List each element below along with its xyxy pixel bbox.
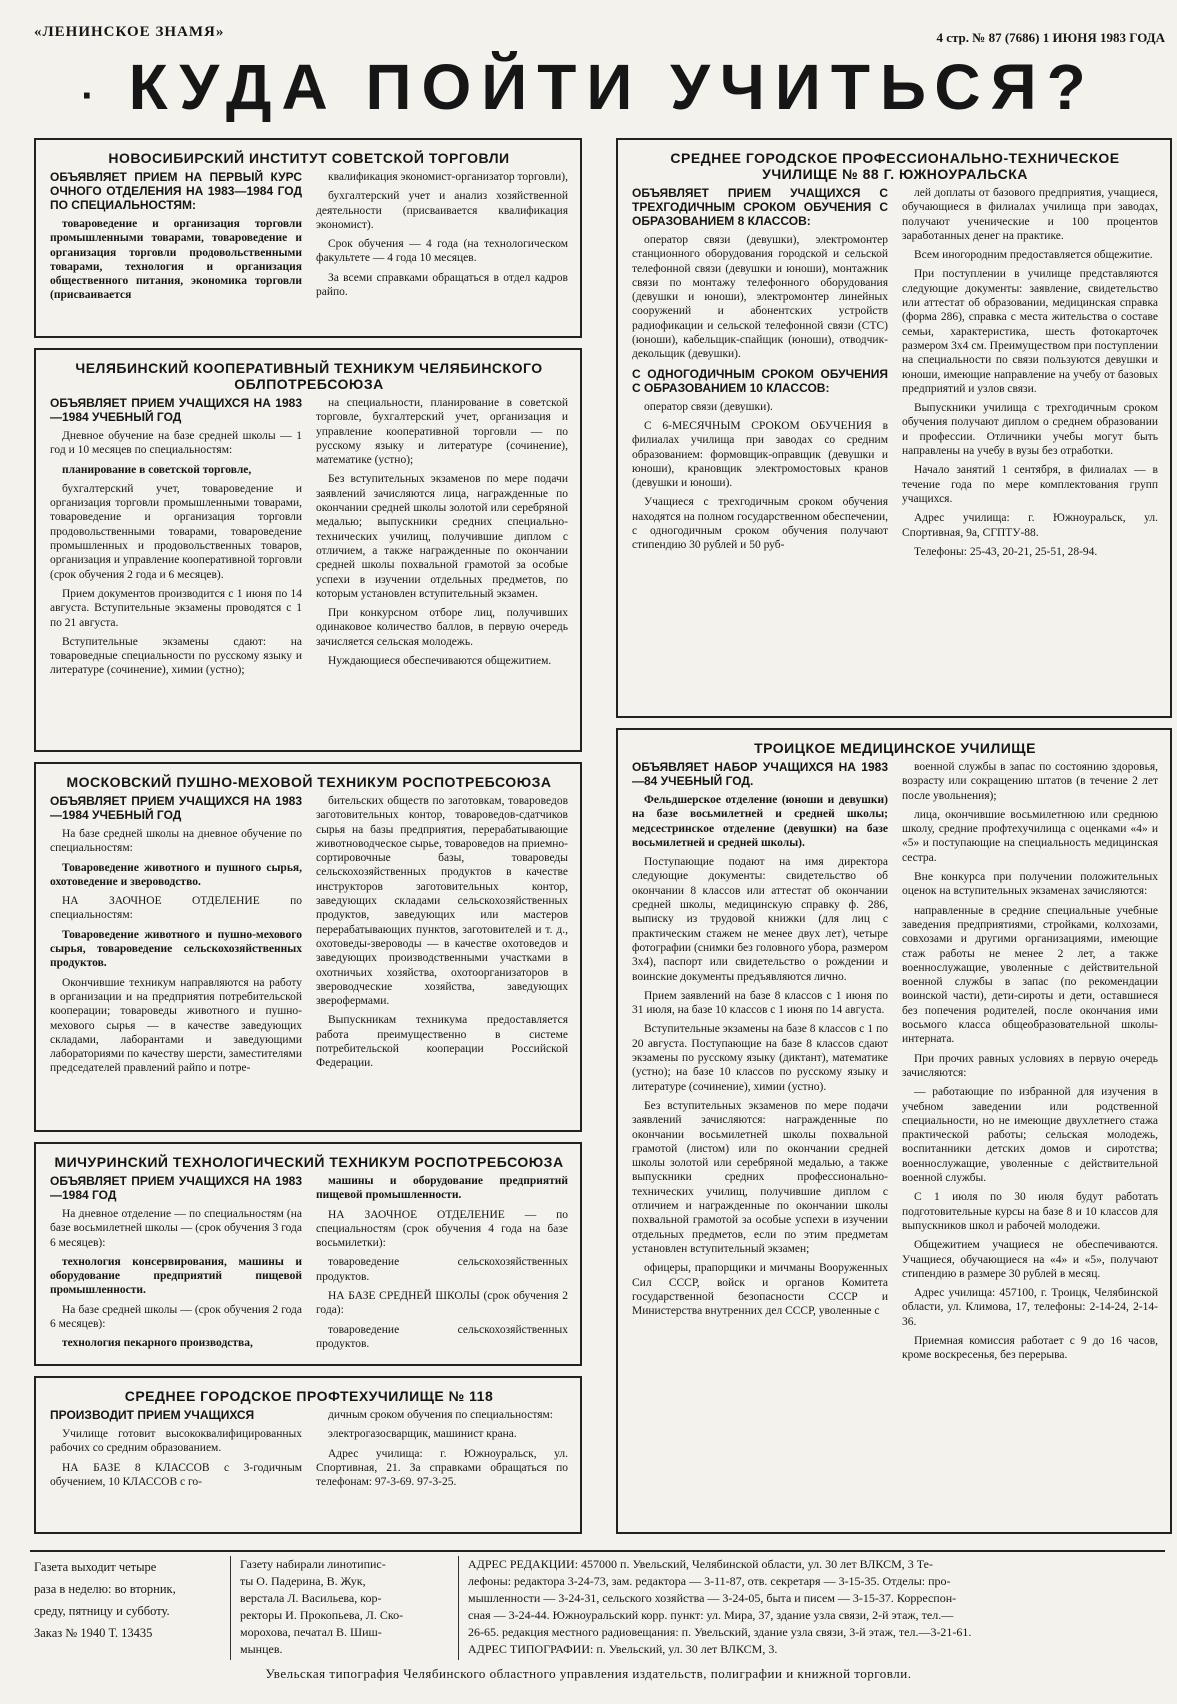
article-paragraph: НА ЗАОЧНОЕ ОТДЕЛЕНИЕ по специальностям: (50, 895, 302, 922)
article-paragraph: Учащиеся с трехгодичным сроком обучения находятся на полном государственном обеспечении, с одногодичным сроком обучения получают стипендию 30 рублей и 50 руб- (632, 496, 888, 552)
article-column (316, 794, 568, 1081)
article-column (50, 396, 302, 683)
article-paragraph: технология консервирования, машины и оборудование предприятий пищевой промышленности. (50, 1255, 302, 1297)
footer-separator (458, 1556, 459, 1660)
article-title: ЧЕЛЯБИНСКИЙ КООПЕРАТИВНЫЙ ТЕХНИКУМ ЧЕЛЯБИНСКОГО ОБЛПОТРЕБСОЮЗА (75, 360, 543, 392)
article-paragraph: Прием заявлений на базе 8 классов с 1 июня по 31 июля, на базе 10 классов с 1 июня по 14 августа. (632, 989, 888, 1017)
article-paragraph: Приемная комиссия работает с 9 до 16 часов, кроме воскресенья, без перерыва. (902, 1334, 1158, 1362)
article-paragraph: оператор связи (девушки). (644, 400, 773, 413)
article-paragraph: НА БАЗЕ СРЕДНЕЙ ШКОЛЫ (срок обучения 2 года): (316, 1290, 568, 1317)
article-paragraph: лей доплаты от базового предприятия, учащиеся, обучающиеся в филиалах училища при заводах, получают ученические и 100 процентов заработанных денег на практике. (902, 187, 1158, 242)
article-lead: ОБЪЯВЛЯЕТ ПРИЕМ НА ПЕРВЫЙ КУРС ОЧНОГО ОТДЕЛЕНИЯ НА 1983—1984 ГОД ПО СПЕЦИАЛЬНОСТЯМ: (50, 170, 302, 212)
article-title: НОВОСИБИРСКИЙ ИНСТИТУТ СОВЕТСКОЙ ТОРГОВЛИ (108, 150, 510, 166)
article-paragraph: товароведение сельскохозяйственных продуктов. (316, 1323, 568, 1350)
article-lead: ОБЪЯВЛЯЕТ НАБОР УЧАЩИХСЯ НА 1983—84 УЧЕБНЫЙ ГОД. (632, 760, 888, 788)
article-lead: ОБЪЯВЛЯЕТ ПРИЕМ УЧАЩИХСЯ НА 1983—1984 ГОД (50, 1174, 302, 1202)
page-headline (0, 52, 1177, 131)
footer-address (468, 1556, 1168, 1658)
article-paragraph: При поступлении в училище представляются следующие документы: заявление, свидетельство или аттестат об образовании, медицинская справка (форма 286), справка с места жительства о составе семьи, характеристика, шесть фотокарточек размером 3х4 см. Преимуществом при поступлении на специальности по связи пользуются девушки и юноши, имеющие направление на учебу от базовых предприятий и узлов связи. (902, 268, 1158, 395)
article-paragraph: дичным сроком обучения по специальностям: (328, 1409, 553, 1421)
footer-line: АДРЕС ТИПОГРАФИИ: п. Увельский, ул. 30 лет ВЛКСМ, 3. (468, 1642, 778, 1656)
footer-line: Газету набирали линотипис- (240, 1557, 386, 1571)
footer-line: раза в неделю: во вторник, (34, 1582, 176, 1596)
article-lead: ОБЪЯВЛЯЕТ ПРИЕМ УЧАЩИХСЯ С ТРЕХГОДИЧНЫМ СРОКОМ ОБУЧЕНИЯ С ОБРАЗОВАНИЕМ 8 КЛАССОВ: (632, 186, 888, 228)
printing-house-imprint: Увельская типография Челябинского областного управления издательств, полиграфии и книжной торговли. (265, 1666, 912, 1681)
article-chelyabinsk (34, 348, 582, 752)
article-paragraph: Всем иногородним предоставляется общежитие. (914, 249, 1153, 262)
newspaper-name: «ЛЕНИНСКОЕ ЗНАМЯ» (34, 24, 225, 40)
article-paragraph: Общежитием учащиеся не обеспечиваются. Учащиеся, обучающиеся на «4» и «5», получают стипендию в размере 30 рублей в месяц. (902, 1239, 1158, 1280)
article-paragraph: Выпускникам техникума предоставляется работа преимущественно в системе потребительской кооперации Российской Федерации. (316, 1014, 568, 1070)
article-paragraph: На базе средней школы — (срок обучения 2 года 6 месяцев): (50, 1303, 302, 1331)
article-column (50, 1174, 302, 1356)
article-paragraph: технология пекарного производства, (62, 1337, 253, 1350)
footer-divider (30, 1550, 1165, 1552)
headline-text: КУДА ПОЙТИ УЧИТЬСЯ? (128, 51, 1096, 123)
footer-line: АДРЕС РЕДАКЦИИ: 457000 п. Увельский, Челябинской области, ул. 30 лет ВЛКСМ, 3 Те- (468, 1557, 933, 1571)
article-column (316, 1408, 568, 1494)
article-paragraph: товароведение и организация торговли промышленными товарами, товароведение и организация торговли продовольственными товарами, технология и организация общественного питания, экономика торговли (присваивается (50, 218, 302, 302)
article-paragraph: Без вступительных экзаменов по мере подачи заявлений зачисляются лица, награжденные по окончании средней школы золотой или серебряной медалью; выпускники средних специально-технических училищ, получившие диплом с отличием, а также награжденные по окончании средней школы похвальной грамотой за особые успехи в изучении отдельных предметов, по которым установлен вступительный экзамен. (316, 473, 568, 600)
article-column (632, 760, 888, 1368)
article-paragraph: Фельдшерское отделение (юноши и девушки) на базе восьмилетней и средней школы; медсестринское отделение (девушки) на базе восьмилетней и средней школы). (632, 794, 888, 849)
article-paragraph: Окончившие техникум направляются на работу в организации и на предприятия потребительской кооперации; товароведы животного и пушно-мехового сырья — в качестве заведующих складами, лаборантами и заведующими лабораториями по качеству шерсти, заместителями председателей правлений райпо и потре- (50, 976, 302, 1075)
article-paragraph: бухгалтерский учет и анализ хозяйственной деятельности (присваивается квалификация экономист). (316, 190, 568, 231)
article-column (902, 760, 1158, 1368)
article-paragraph: Адрес училища: г. Южноуральск, ул. Спортивная, 21. За справками обращаться по телефонам: 97-3-69. 97-3-25. (316, 1447, 568, 1489)
article-paragraph: Телефоны: 25-43, 20-21, 25-51, 28-94. (914, 545, 1098, 558)
article-paragraph: Без вступительных экзаменов по мере подачи заявлений зачисляются: награжденные по окончании восьмилетней школы похвальной грамотой (листом) или по окончании средней школы золотой или серебряной медалью, а также выпускники средних профессионально-технических училищ, получившие диплом с отличием и награжденные по окончании школы похвальной грамотой за особые успехи в изучении отдельных предметов, если по этим предметам установлен вступительный экзамен; (632, 1099, 888, 1255)
footer-line: сная — 3-24-44. Южноуральский корр. пункт: ул. Мира, 37, здание узла связи, 2-й этаж, тел.— (468, 1608, 954, 1622)
article-paragraph: Училище готовит высококвалифицированных рабочих со средним образованием. (50, 1428, 302, 1455)
article-paragraph: оператор связи (девушки), электромонтер станционного оборудования городской и сельской телефонной связи (девушки и юноши), монтажник связи по монтажу телефонного оборудования (девушки и юноши), электромонтер линейных сооружений и абонентских устройств радиофикации и сельской телефонной связи (СТС) (юноши), кабельщик-спайщик (юноши), отводчик-декольщик (девушки). (632, 234, 888, 361)
issue-info: 4 стр. № 87 (7686) 1 ИЮНЯ 1983 ГОДА (936, 30, 1165, 45)
article-paragraph: НА БАЗЕ 8 КЛАССОВ с 3-годичным обучением, 10 КЛАССОВ с го- (50, 1461, 302, 1488)
footer-line: верстала Л. Васильева, кор- (240, 1591, 382, 1605)
article-paragraph: Товароведение животного и пушного сырья, охотоведение и звероводство. (50, 861, 302, 888)
article-paragraph: Вне конкурса при получении положительных оценок на вступительных экзаменах зачисляются: (902, 871, 1158, 898)
article-novosibirsk (34, 138, 582, 338)
footer-separator (230, 1556, 231, 1660)
footer-line: Газета выходит четыре (34, 1560, 157, 1574)
article-paragraph: С 6-МЕСЯЧНЫМ СРОКОМ ОБУЧЕНИЯ в филиалах училища при заводах со средним образованием: формовщик-оправщик (девушки и юноши), крановщик электромостовых кранов (девушки и юноши). (632, 419, 888, 490)
article-paragraph: За всеми справками обращаться в отдел кадров райпо. (316, 271, 568, 299)
footer-typesetters (240, 1556, 450, 1658)
article-column (316, 170, 568, 308)
article-paragraph: Выпускники училища с трехгодичным сроком обучения получают диплом о среднем образовании и профессии. Отличники учебы могут быть направлены на учебу в вузы без отработки. (902, 402, 1158, 458)
article-paragraph: машины и оборудование предприятий пищевой промышленности. (316, 1175, 568, 1202)
article-lead: ОБЪЯВЛЯЕТ ПРИЕМ УЧАЩИХСЯ НА 1983—1984 УЧЕБНЫЙ ГОД (50, 794, 302, 822)
article-title: МОСКОВСКИЙ ПУШНО-МЕХОВОЙ ТЕХНИКУМ РОСПОТРЕБСОЮЗА (66, 774, 552, 790)
article-paragraph: При конкурсном отборе лиц, получивших одинаковое количество баллов, в первую очередь зачисляется сельская молодежь. (316, 607, 568, 648)
footer-line: мынцев. (240, 1642, 283, 1656)
article-paragraph: планирование в советской торговле, (62, 463, 252, 476)
article-paragraph: Нуждающиеся обеспечиваются общежитием. (328, 655, 552, 668)
article-paragraph: товароведение сельскохозяйственных продуктов. (316, 1256, 568, 1283)
article-paragraph: лица, окончившие восьмилетнюю или среднюю школу, средние профтехучилища с оценками «4» и «5» и поступающие на специальность медицинская сестра. (902, 808, 1158, 864)
article-paragraph: НА ЗАОЧНОЕ ОТДЕЛЕНИЕ — по специальностям (срок обучения 4 года на базе восьмилетки): (316, 1208, 568, 1250)
article-pu88 (616, 138, 1172, 718)
article-lead: ПРОИЗВОДИТ ПРИЕМ УЧАЩИХСЯ (50, 1408, 255, 1422)
article-paragraph: электрогазосварщик, машинист крана. (328, 1428, 517, 1441)
footer-line: среду, пятницу и субботу. (34, 1604, 170, 1618)
article-paragraph: Поступающие подают на имя директора следующие документы: свидетельство об окончании 8 классов или аттестат об окончании средней школы, медицинскую справку ф. 286, выписку из трудовой книжки (для лиц с практическим стажем не менее двух лет), четыре фотографии (снимки без головного убора, размером 3х4), паспорт или свидетельство о рождении и воинские документы предъявляются лично. (632, 856, 888, 983)
article-paragraph: Адрес училища: 457100, г. Троицк, Челябинской области, ул. Климова, 17, телефоны: 2-14-24, 2-14-36. (902, 1287, 1158, 1328)
article-title: СРЕДНЕЕ ГОРОДСКОЕ ПРОФЕССИОНАЛЬНО-ТЕХНИЧЕСКОЕ УЧИЛИЩЕ № 88 Г. ЮЖНОУРАЛЬСКА (670, 150, 1120, 182)
article-paragraph: Дневное обучение на базе средней школы — 1 год и 10 месяцев по специальностям: (50, 430, 302, 457)
footer-line: 26-65. редакция местного радиовещания: п. Увельский, здание узла связи, 3-й этаж, тел.—3-21-61. (468, 1625, 972, 1639)
article-title: СРЕДНЕЕ ГОРОДСКОЕ ПРОФТЕХУЧИЛИЩЕ № 118 (124, 1388, 494, 1404)
article-paragraph: Вступительные экзамены на базе 8 классов с 1 по 20 августа. Поступающие на базе 8 классов сдают экзамены по русскому языку (диктант), математике (устно); на базе 10 классов по русскому языку и литературе (сочинение), химии (устно). (632, 1023, 888, 1093)
bullet-mark: · (81, 74, 105, 118)
article-paragraph: Начало занятий 1 сентября, в филиалах — в течение года по мере комплектования групп учащихся. (902, 464, 1158, 505)
footer-line: морохова, печатал В. Шиш- (240, 1625, 382, 1639)
article-paragraph: Вступительные экзамены сдают: на товароведные специальности по русскому языку и литературе (сочинение), химии (устно); (50, 635, 302, 677)
article-title: ТРОИЦКОЕ МЕДИЦИНСКОЕ УЧИЛИЩЕ (754, 740, 1036, 756)
article-column (632, 186, 888, 564)
article-pu118 (34, 1376, 582, 1534)
article-paragraph: квалификация экономист-организатор торговли), (328, 171, 568, 183)
article-paragraph: Товароведение животного и пушно-мехового сырья, товароведение сельскохозяйственных продуктов. (50, 928, 302, 970)
article-column (902, 186, 1158, 564)
article-column (316, 396, 568, 683)
article-lead: ОБЪЯВЛЯЕТ ПРИЕМ УЧАЩИХСЯ НА 1983—1984 УЧЕБНЫЙ ГОД (50, 396, 302, 424)
article-paragraph: С 1 июля по 30 июля будут работать подготовительные курсы на базе 8 и 10 классов для выпускников школ и рабочей молодежи. (902, 1191, 1158, 1232)
footer-schedule (34, 1556, 224, 1644)
footer-line: лефоны: редактора 3-24-73, зам. редактора — 3-11-87, отв. секретаря — 3-15-35. Отделы: про- (468, 1574, 951, 1588)
article-paragraph: бухгалтерский учет, товароведение и организация торговли промышленными товарами, товароведение и организация торговли продовольственными товарами, товароведение промышленных и продовольственных товаров, организация и управление кооперативной торговли (срок обучения 2 года и 6 месяцев). (50, 482, 302, 581)
article-paragraph: При прочих равных условиях в первую очередь зачисляются: (902, 1052, 1158, 1079)
article-paragraph: военной службы в запас по состоянию здоровья, возрасту или сокращению штатов (в течение 2 лет после увольнения); (902, 761, 1158, 802)
footer-line: Заказ № 1940 Т. 13435 (34, 1626, 153, 1640)
article-paragraph: Срок обучения — 4 года (на технологическом факультете — 4 года 10 месяцев. (316, 238, 568, 265)
footer-line: ректоры И. Прокопьева, Л. Ско- (240, 1608, 404, 1622)
article-lead: С ОДНОГОДИЧНЫМ СРОКОМ ОБУЧЕНИЯ С ОБРАЗОВАНИЕМ 10 КЛАССОВ: (632, 366, 888, 395)
article-paragraph: Прием документов производится с 1 июня по 14 августа. Вступительные экзамены проводятся с 1 по 21 августа. (50, 587, 302, 629)
article-troitsk (616, 728, 1172, 1534)
article-paragraph: офицеры, прапорщики и мичманы Вооруженных Сил СССР, войск и органов Комитета государственной безопасности СССР и Министерства внутренних дел СССР, уволенные с (632, 1262, 888, 1318)
article-paragraph: бительских обществ по заготовкам, товароведов заготовительных контор, товароведов-сдатчиков сырья на базы предприятия, перерабатывающие животноводческое сырье, товароведов на приемно-сортировочные базы, товароведы сельскохозяйственных продуктов в качестве инструкторов заготовительных контор, заведующих складами сельскохозяйственных продуктов, заведующих или мастеров перерабатывающих пунктов, заготовителей и т. д., охотоведы-звероводы — в качестве охотоведов и заведующих производственными участками в охотничьих хозяйства, охотоорганизаторов в звероводческие хозяйства, заведующих зверофермами. (316, 795, 568, 1008)
article-paragraph: Адрес училища: г. Южноуральск, ул. Спортивная, 9а, СГПТУ-88. (902, 512, 1158, 539)
article-paragraph: На дневное отделение — по специальностям (на базе восьмилетней школы — (срок обучения 3 года 6 месяцев): (50, 1208, 302, 1249)
article-column (50, 1408, 302, 1494)
article-column (50, 170, 302, 308)
article-column (316, 1174, 568, 1356)
footer-line: мышленности — 3-24-31, сельского хозяйства — 3-24-05, быта и писем — 3-15-37. Корреспон- (468, 1591, 957, 1605)
article-michurinsk (34, 1142, 582, 1366)
article-moscow (34, 762, 582, 1132)
article-column (50, 794, 302, 1081)
article-title: МИЧУРИНСКИЙ ТЕХНОЛОГИЧЕСКИЙ ТЕХНИКУМ РОСПОТРЕБСОЮЗА (54, 1154, 564, 1170)
article-paragraph: на специальности, планирование в советской торговле, бухгалтерский учет, организация и управление кооперативной торговли — по русскому языку и литературе (сочинение), математике (устно); (316, 397, 568, 467)
article-paragraph: — работающие по избранной для изучения в учебном заведении или родственной специальности, но не имеющие двухлетнего стажа практической работы; сельская молодежь, воспитанники детских домов и сиротства; военнослужащие, уволенные с действительной военной службы. (902, 1086, 1158, 1185)
article-paragraph: На базе средней школы на дневное обучение по специальностям: (50, 828, 302, 855)
footer-line: ты О. Падерина, В. Жук, (240, 1574, 366, 1588)
article-paragraph: направленные в средние специальные учебные заведения предприятиями, стройками, колхозами, совхозами и другими организациями, имеющие стаж работы не менее 2 лет, а также военнослужащие, уволенные с действительной военной службы в запас (по рекомендации воинской части), дети-сироты и дети, оставшиеся без попечения родителей, после окончания ими восьмого класса общеобразовательной школы-интерната. (902, 904, 1158, 1046)
